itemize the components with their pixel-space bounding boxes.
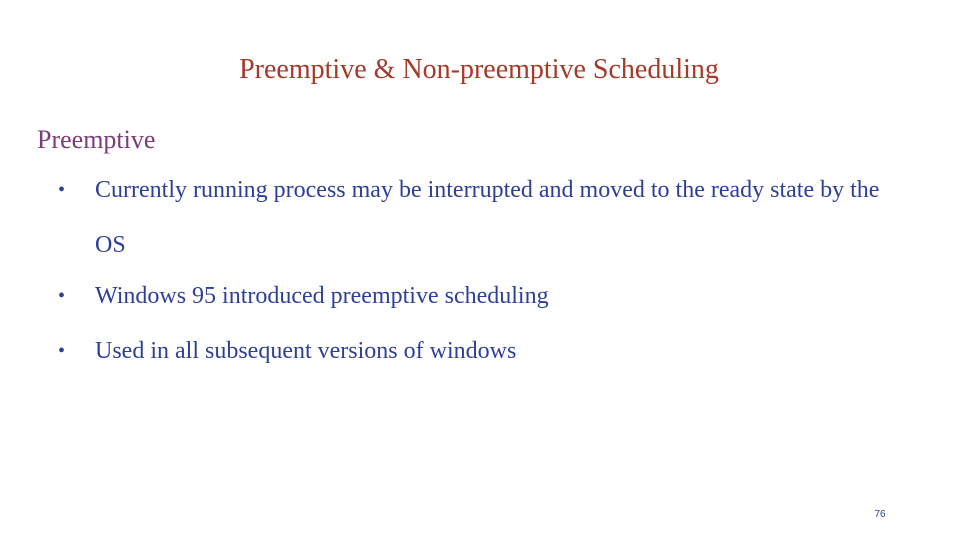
bullet-item bbox=[58, 163, 898, 273]
bullet-text: Windows 95 introduced preemptive scheduling bbox=[95, 283, 549, 309]
bullet-item bbox=[58, 324, 898, 379]
bullet-text: Used in all subsequent versions of windows bbox=[95, 338, 517, 364]
bullet-icon: • bbox=[58, 285, 66, 307]
bullet-item bbox=[58, 269, 898, 324]
slide-title: Preemptive & Non-preemptive Scheduling bbox=[239, 54, 719, 85]
bullet-icon: • bbox=[58, 340, 66, 362]
bullet-text: Currently running process may be interrupted and moved to the ready state by the OS bbox=[95, 177, 880, 258]
section-heading: Preemptive bbox=[37, 125, 156, 154]
bullet-icon: • bbox=[58, 179, 66, 201]
page-number: 76 bbox=[874, 509, 886, 520]
